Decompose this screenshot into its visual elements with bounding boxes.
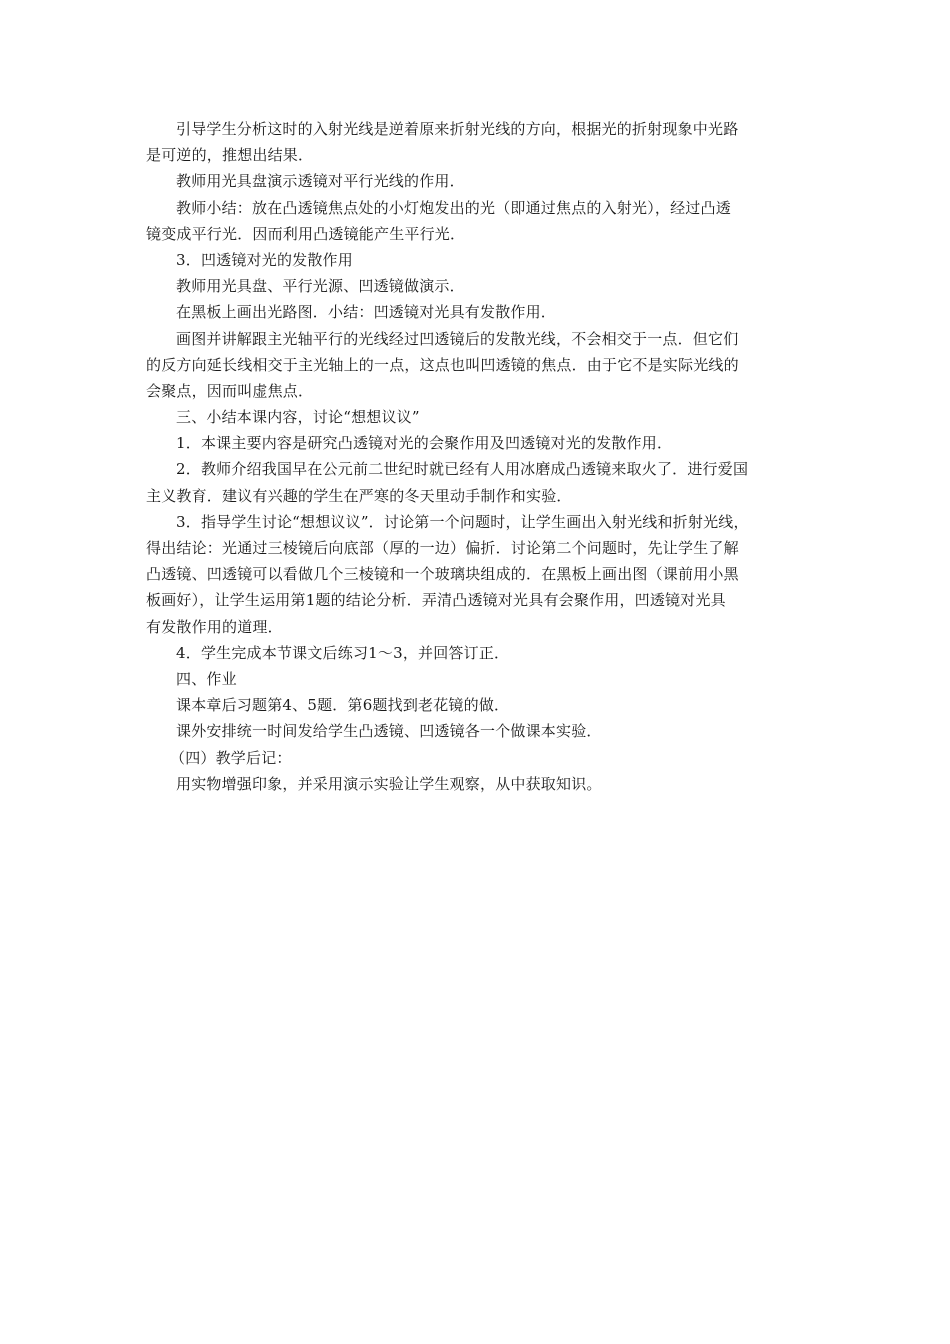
- section-heading: 四、作业: [176, 669, 237, 688]
- text-line: 3．指导学生讨论“想想议议”．讨论第一个问题时，让学生画出入射光线和折射光线，: [176, 512, 749, 531]
- section-heading: （四）教学后记：: [170, 748, 292, 767]
- text-line: 2．教师介绍我国早在公元前二世纪时就已经有人用冰磨成凸透镜来取火了．进行爱国: [176, 460, 749, 479]
- text-line: 4．学生完成本节课文后练习1～3，并回答订正．: [176, 643, 510, 662]
- text-line: 会聚点，因而叫虚焦点．: [146, 381, 314, 400]
- text-line: 画图并讲解跟主光轴平行的光线经过凹透镜后的发散光线，不会相交于一点．但它们: [176, 329, 739, 348]
- text-line: 在黑板上画出光路图．小结：凹透镜对光具有发散作用．: [176, 303, 557, 322]
- text-line: 板画好），让学生运用第1题的结论分析．弄清凸透镜对光具有会聚作用，凹透镜对光具: [146, 591, 726, 610]
- text-line: 1．本课主要内容是研究凸透镜对光的会聚作用及凹透镜对光的发散作用．: [176, 434, 673, 453]
- text-line: 课本章后习题第4、5题．第6题找到老花镜的做．: [176, 696, 510, 715]
- section-heading: 3．凹透镜对光的发散作用: [176, 250, 353, 269]
- text-line: 教师用光具盘、平行光源、凹透镜做演示．: [176, 277, 465, 296]
- text-line: 教师小结：放在凸透镜焦点处的小灯炮发出的光（即通过焦点的入射光），经过凸透: [176, 198, 731, 217]
- section-heading: 三、小结本课内容，讨论“想想议议”: [176, 408, 420, 427]
- text-line: 教师用光具盘演示透镜对平行光线的作用．: [176, 172, 465, 191]
- text-line: 得出结论：光通过三棱镜后向底部（厚的一边）偏折．讨论第二个问题时，先让学生了解: [146, 539, 739, 557]
- document-body: [146, 116, 826, 797]
- text-line: 课外安排统一时间发给学生凸透镜、凹透镜各一个做课本实验．: [176, 722, 602, 741]
- text-line: 有发散作用的道理．: [146, 617, 283, 636]
- text-line: 主义教育．建议有兴趣的学生在严寒的冬天里动手制作和实验．: [146, 486, 572, 505]
- text-line: 镜变成平行光．因而利用凸透镜能产生平行光．: [146, 224, 466, 243]
- text-line: 是可逆的，推想出结果．: [146, 146, 314, 165]
- text-line: 引导学生分析这时的入射光线是逆着原来折射光线的方向，根据光的折射现象中光路: [176, 120, 739, 138]
- text-line: 凸透镜、凹透镜可以看做几个三棱镜和一个玻璃块组成的．在黑板上画出图（课前用小黑: [146, 565, 739, 584]
- text-line: 用实物增强印象，并采用演示实验让学生观察，从中获取知识。: [176, 774, 602, 793]
- text-line: 的反方向延长线相交于主光轴上的一点，这点也叫凹透镜的焦点．由于它不是实际光线的: [146, 355, 739, 374]
